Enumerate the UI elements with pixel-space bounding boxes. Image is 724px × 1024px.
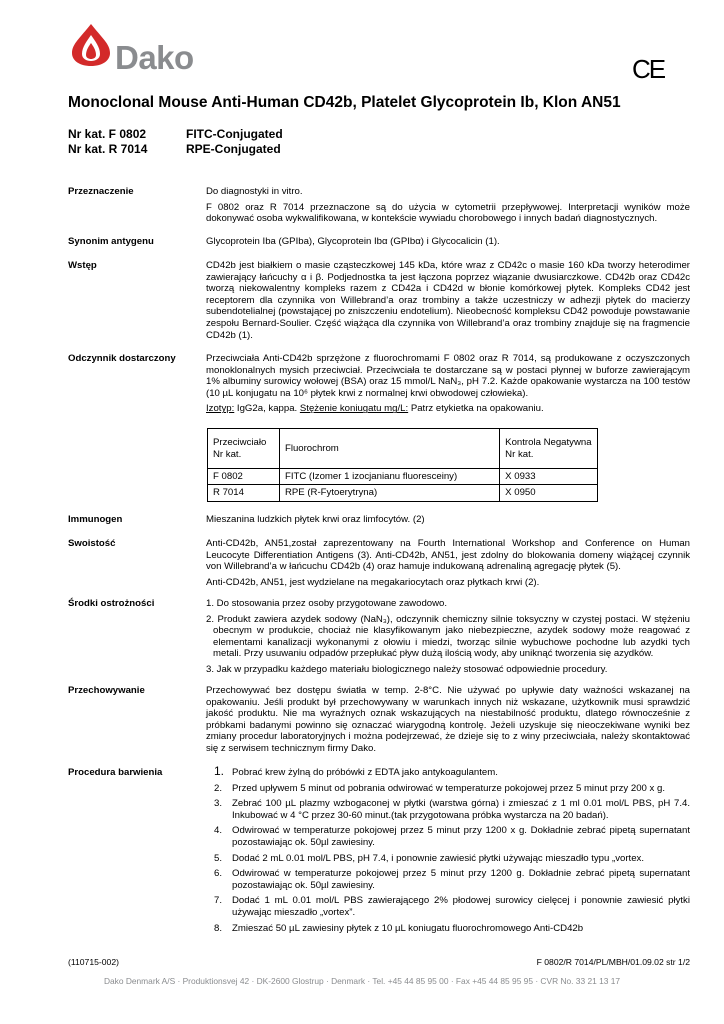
page-reference: F 0802/R 7014/PL/MBH/01.09.02 str 1/2 <box>536 957 690 967</box>
dako-logo <box>68 22 208 78</box>
table-header-cell: Kontrola Negatywna Nr kat. <box>500 429 598 469</box>
paragraph: Anti-CD42b, AN51,został zaprezentowany na Fourth International Workshop and Conference on Human Leucocyte Differentiation Antigens (3). Anti-CD42b, AN51, jest zdolny do blokowania domeny wiążącej czynnik von Willebrand’a w łańcuchu CD42b (4) oraz hamuje indukowaną adrenaliną agregację płytek (5). <box>206 538 690 573</box>
step-text: Dodać 2 mL 0.01 mol/L PBS, pH 7.4, i ponownie zawiesić płytki używając mieszadło typu „vortex. <box>232 852 645 864</box>
table-header-cell: Przeciwciało Nr kat. <box>208 429 280 469</box>
step-number: 4. <box>214 825 223 837</box>
section-odczynnik <box>206 353 690 419</box>
table-cell: R 7014 <box>208 485 280 501</box>
step-number: 2. <box>214 782 223 794</box>
isotype-label: Izotyp: <box>206 403 235 415</box>
fluorochrome-table <box>207 428 598 502</box>
step-text: Zebrać 100 µL plazmy wzbogaconej w płytki (warstwa górna) i zmieszać z 1 ml 0.01 mol/L PBS, pH 7.4. Inkubować w 4 °C przez 30-60 minut.(tak przygotowana próbka wystarcza na 20 badań). <box>232 798 690 821</box>
step-number: 8. <box>214 922 223 934</box>
catalog-number: Nr kat. F 0802 <box>68 127 147 141</box>
table-header-row <box>208 429 598 469</box>
step-number: 7. <box>214 895 223 907</box>
paragraph: Do diagnostyki in vitro. <box>206 186 303 197</box>
catalog-row-2 <box>68 142 281 156</box>
table-cell: X 0950 <box>500 485 598 501</box>
section-swoistosc <box>206 538 690 592</box>
paragraph: F 0802 oraz R 7014 przeznaczone są do użycia w cytometrii przepływowej. Interpretacji wyników może dokonywać osoba wykwalifikowana, w kontekście wywiadu chorobowego i innych badań diagnostycznych. <box>206 201 690 225</box>
step-text: Odwirować w temperaturze pokojowej przez 5 minut przy 1200 x g. Dokładnie zebrać pipetą supernatant pozostawiając ok. 50µl zawiesiny. <box>232 825 690 848</box>
procedure-step <box>206 895 690 918</box>
table-cell: X 0933 <box>500 469 598 485</box>
list-item: 2. Produkt zawiera azydek sodowy (NaN₃), odczynnik chemiczny silnie toksyczny w czystej postaci. W stężeniu obecnym w produkcie, chociaż nie klasyfikowanym jako niebezpieczne, azydek sodowy może reagować z elementami kanalizacji wykonanymi z ołowiu i miedzi, tworząc silnie wybuchowe pochodne lub azydki tych metali. Przy usuwaniu odpadów przepłukać pływ dużą ilością wody, aby uniknąć tworzenia się azydków. <box>206 613 690 660</box>
section-label-srodki: Środki ostrożności <box>68 598 155 609</box>
procedure-step <box>206 798 690 821</box>
section-label-procedura: Procedura barwienia <box>68 767 163 778</box>
table-cell: F 0802 <box>208 469 280 485</box>
procedure-step <box>206 764 690 779</box>
paragraph: Przeciwciała Anti-CD42b sprzężone z fluorochromami F 0802 oraz R 7014, są produkowane z oczyszczonych monoklonalnych mysich przeciwciał. Przeciwciała te dostarczane są w postaci płynnej w buforze zawierającym 1% albuminy surowicy wołowej (BSA) oraz 15 mmol/L NaN₃, pH 7.2. Każde opakowanie wystarcza na 100 testów (10 µL konjugatu na 10⁶ płytek krwi z normalnej krwi obwodowej człowieka). <box>206 353 690 399</box>
procedure-step <box>206 868 690 891</box>
document-title: Monoclonal Mouse Anti-Human CD42b, Platelet Glycoprotein Ib, Klon AN51 <box>68 94 621 111</box>
catalog-number: Nr kat. R 7014 <box>68 142 148 156</box>
section-label-swoistosc: Swoistość <box>68 538 116 549</box>
step-number: 5. <box>214 852 223 864</box>
step-number: 1. <box>214 764 225 778</box>
step-number: 6. <box>214 868 223 880</box>
isotype-line <box>206 403 690 415</box>
dako-drop-icon <box>68 22 114 68</box>
procedure-step <box>206 825 690 848</box>
table-row <box>208 485 598 501</box>
ce-mark: CE <box>632 54 665 84</box>
section-label-przeznaczenie: Przeznaczenie <box>68 186 134 197</box>
section-label-wstep: Wstęp <box>68 260 97 271</box>
table-header-cell: Fluorochrom <box>279 429 499 469</box>
catalog-conjugate: FITC-Conjugated <box>186 127 283 141</box>
section-wstep: CD42b jest białkiem o masie cząsteczkowej 145 kDa, które wraz z CD42c o masie 160 kDa tworzy heterodimer zawierający łańcuchy α i β. Podjednostka ta jest łączona poprzez wiązanie dwusiarczkowe. CD42b oraz CD42c tworzą niekowalentny kompleks razem z CD42a i CD42d w błonie komórkowej płytek. Kompleks CD42 jest receptorem dla czynnika von Willebrand’a oraz trombiny a także uczestniczy w adhezji płytek do macierzy subendotelialnej (powstającej po zniszczeniu endotelium). Nieobecność kompleksu CD42 powoduje powstawanie zespołu Bernard-Soulier. Część wiążąca dla czynnika von Willebrand’a oraz trombiny znajduje się na fragmencie CD42b (1). <box>206 260 690 341</box>
table-row <box>208 469 598 485</box>
section-label-odczynnik: Odczynnik dostarczony <box>68 353 176 364</box>
step-text: Pobrać krew żylną do próbówki z EDTA jako antykoagulantem. <box>232 767 498 778</box>
step-text: Przed upływem 5 minut od pobrania odwirować w temperaturze pokojowej przez 5 minut przy 200 x g. <box>232 782 665 794</box>
isotype-value: IgG2a, kappa. <box>234 403 300 415</box>
list-item: 1. Do stosowania przez osoby przygotowane zawodowo. <box>206 598 448 609</box>
section-synonim: Glycoprotein Iba (GPIba), Glycoprotein Ibα (GPIbα) i Glycocalicin (1). <box>206 236 500 247</box>
section-srodki <box>206 598 690 680</box>
section-procedura <box>206 764 690 938</box>
table-cell: FITC (Izomer 1 izocjanianu fluoresceiny) <box>279 469 499 485</box>
section-label-przechowywanie: Przechowywanie <box>68 685 145 696</box>
company-address: Dako Denmark A/S · Produktionsvej 42 · DK-2600 Glostrup · Denmark · Tel. +45 44 85 95 00 · Fax +45 44 85 95 95 · CVR No. 33 21 13 17 <box>103 976 621 986</box>
section-label-synonim: Synonim antygenu <box>68 236 154 247</box>
step-text: Zmieszać 50 µL zawiesiny płytek z 10 µL koniugatu fluorochromowego Anti-CD42b <box>232 922 584 934</box>
section-immunogen: Mieszanina ludzkich płytek krwi oraz limfocytów. (2) <box>206 514 425 525</box>
section-label-immunogen: Immunogen <box>68 514 123 525</box>
list-item: 3. Jak w przypadku każdego materiału biologicznego należy stosować odpowiednie procedury. <box>206 663 608 675</box>
document-code: (110715-002) <box>68 957 119 967</box>
dako-wordmark: Dako <box>115 39 194 76</box>
concentration-value: Patrz etykietka na opakowaniu. <box>408 403 544 415</box>
paragraph: Anti-CD42b, AN51, jest wydzielane na megakariocytach oraz płytkach krwi (2). <box>206 576 540 588</box>
procedure-step <box>206 853 690 865</box>
table-cell: RPE (R-Fytoerytryna) <box>279 485 499 501</box>
procedure-step <box>206 923 690 935</box>
step-text: Dodać 1 mL 0.01 mol/L PBS zawierającego 2% płodowej surowicy cielęcej i ponownie zawiesić płytki używając mieszadło „vortex”. <box>232 895 690 918</box>
step-number: 3. <box>214 798 223 810</box>
section-przeznaczenie <box>206 186 690 229</box>
concentration-label: Stężenie koniugatu mg/L: <box>299 403 409 415</box>
section-przechowywanie: Przechowywać bez dostępu światła w temp. 2-8°C. Nie używać po upływie daty ważności wskazanej na opakowaniu. Jeśli produkt był przechowywany w warunkach innych niż wskazane, użytkownik musi sprawdzić jakość produktu. Nie ma wyraźnych oznak wskazujących na niestabilność produktu, dlatego równocześnie z próbkami badanymi powinno się oznaczać wiarygodną kontrolę. Jeżeli uzyskuje się nieoczekiwane wyniki bez zmiany procedur laboratoryjnych i można podejrzewać, że dzieje się to z winy przeciwciała, należy skontaktować się z serwisem technicznym firmy Dako. <box>206 685 690 754</box>
catalog-row-1 <box>68 127 283 141</box>
procedure-step <box>206 783 690 795</box>
catalog-conjugate: RPE-Conjugated <box>186 142 281 156</box>
step-text: Odwirować w temperaturze pokojowej przez 5 minut przy 1200 g. Dokładnie zebrać pipetą supernatant pozostawiając ok. 50µl zawiesiny. <box>232 868 690 891</box>
